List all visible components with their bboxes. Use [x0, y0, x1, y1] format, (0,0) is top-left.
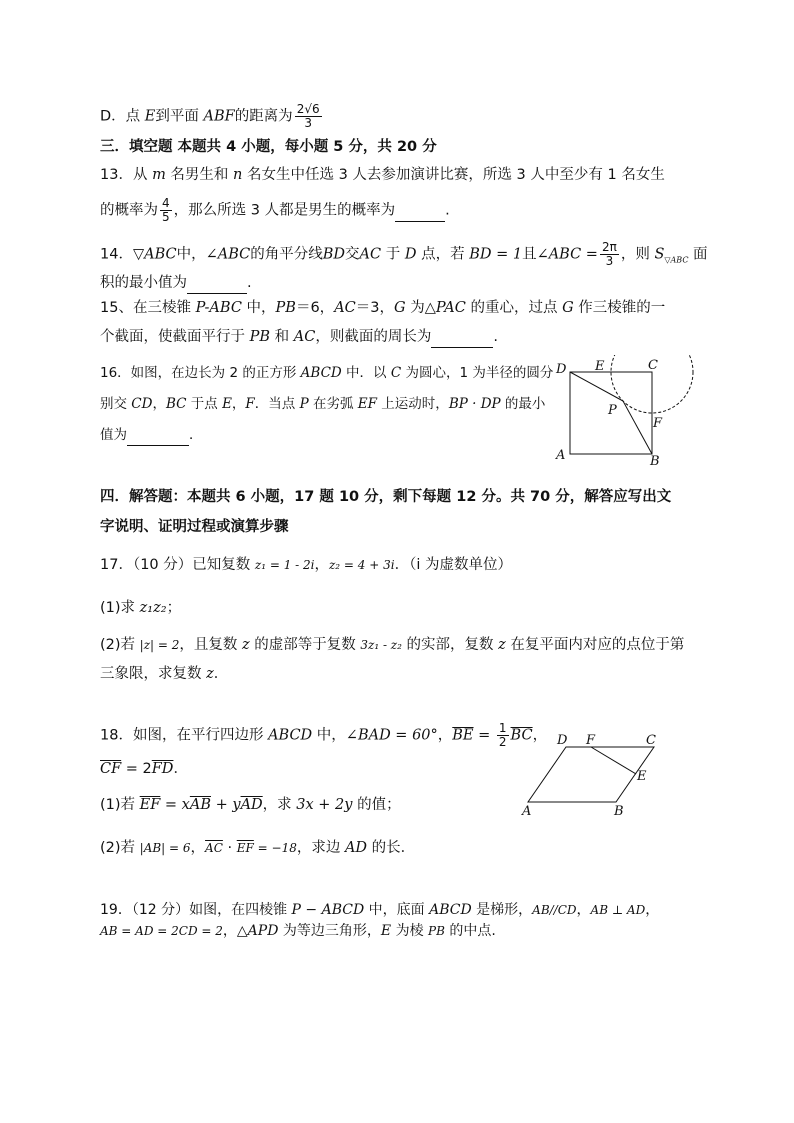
label-f: F: [586, 733, 596, 748]
answer-blank: [187, 273, 247, 294]
q19-line1: 19．（12 分）如图，在四棱锥 P − ABCD 中，底面 ABCD 是梯形，AB//CD，AB ⊥ AD，: [100, 902, 660, 918]
answer-blank: [395, 201, 445, 222]
q18-line1: 18．如图，在平行四边形 ABCD 中，∠BAD = 60°，$\overline{BE}$ = $\frac{1}{2}$ $\overline{BC}$，: [100, 721, 548, 749]
segment-dp: [570, 372, 623, 401]
label-e: E: [637, 769, 647, 784]
segment-pb: [623, 401, 652, 454]
label-d: D: [556, 362, 567, 377]
segment-fe: [591, 747, 636, 774]
q16-line1: 16．如图，在边长为 2 的正方形 ABCD 中．以 C 为圆心，1 为半径的圆分: [100, 365, 554, 381]
q14-line2: 积的最小值为 .: [100, 273, 252, 294]
q17-part2: (2)若 |z| = 2，且复数 z 的虚部等于复数 3z₁ - z₂ 的实部，复数 z 在复平面内对应的点位于第: [100, 637, 685, 653]
option-d: D．点 E到平面 ABF的距离为 $\frac{2√6}{3}$: [100, 102, 320, 130]
q15-line1: 15、在三棱锥 P-ABC 中，PB＝6，AC＝3，G 为△PAC 的重心，过点 G 作三棱锥的一: [100, 300, 666, 316]
label-b: B: [650, 454, 660, 469]
label-f: F: [653, 416, 663, 431]
section-3-heading: 三．填空题 本题共 4 小题，每小题 5 分，共 20 分: [100, 139, 437, 155]
q18-line2: $\overline{CF} = 2\overline{FD}$．: [100, 761, 188, 777]
answer-blank: [127, 425, 189, 446]
q18-part2: (2)若 |AB| = 6，$\overline{AC} \cdot \overline{EF} = -18$，求边 AD 的长．: [100, 840, 416, 856]
label-d: D: [557, 733, 568, 748]
fraction: $\frac{2\pi}{3}$: [601, 240, 617, 268]
q16-square-figure: [552, 355, 697, 470]
q17-part1: (1)求 z₁z₂；: [100, 600, 182, 616]
q19-line2: AB = AD = 2CD = 2，△APD 为等边三角形，E 为棱 PB 的中点.: [100, 923, 496, 939]
label-a: A: [522, 804, 532, 819]
section-4-heading-2: 字说明、证明过程或演算步骤: [100, 519, 289, 535]
section-4-heading-1: 四．解答题：本题共 6 小题，17 题 10 分，剩下每题 12 分。共 70 分，解答应写出文: [100, 489, 672, 505]
q17-part2-cont: 三象限，求复数 z．: [100, 666, 229, 682]
q16-line3: 值为 ．: [100, 425, 203, 446]
label-c: C: [648, 358, 658, 373]
q14-line1: 14．▽ABC中，∠ABC的角平分线BD交AC 于 D 点，若 BD = 1且∠ABC = $\frac{2\pi}{3}$ ，则 $S_{▽ABC}$ 面: [100, 240, 708, 268]
q16-line2: 别交 CD，BC 于点 E，F．当点 P 在劣弧 EF 上运动时，BP · DP 的最小: [100, 396, 546, 412]
q17-line1: 17．（10 分）已知复数 z₁ = 1 - 2i，z₂ = 4 + 3i．（i 为虚数单位）: [100, 557, 512, 573]
q13-line2: 的概率为 $\frac{4}{5}$ ，那么所选 3 人都是男生的概率为 .: [100, 196, 450, 224]
label-b: B: [614, 804, 624, 819]
label-p: P: [608, 403, 617, 418]
parallelogram-abcd: [528, 747, 654, 802]
label-e: E: [595, 359, 605, 374]
label-c: C: [646, 733, 656, 748]
q15-line2: 个截面，使截面平行于 PB 和 AC，则截面的周长为 .: [100, 327, 498, 348]
fraction: $\frac{1}{2}$: [498, 721, 507, 749]
q18-part1: (1)若 $\overline{EF} = x\overline{AB} + y\overline{AD}$，求 3x + 2y 的值；: [100, 797, 401, 813]
q18-parallelogram-figure: [518, 730, 668, 820]
fraction: $\frac{2√6}{3}$: [296, 102, 320, 130]
label-a: A: [556, 448, 566, 463]
answer-blank: [431, 327, 493, 348]
q13-line1: 13．从 m 名男生和 n 名女生中任选 3 人去参加演讲比赛，所选 3 人中至少有 1 名女生: [100, 167, 665, 183]
fraction: $\frac{4}{5}$: [162, 196, 170, 224]
